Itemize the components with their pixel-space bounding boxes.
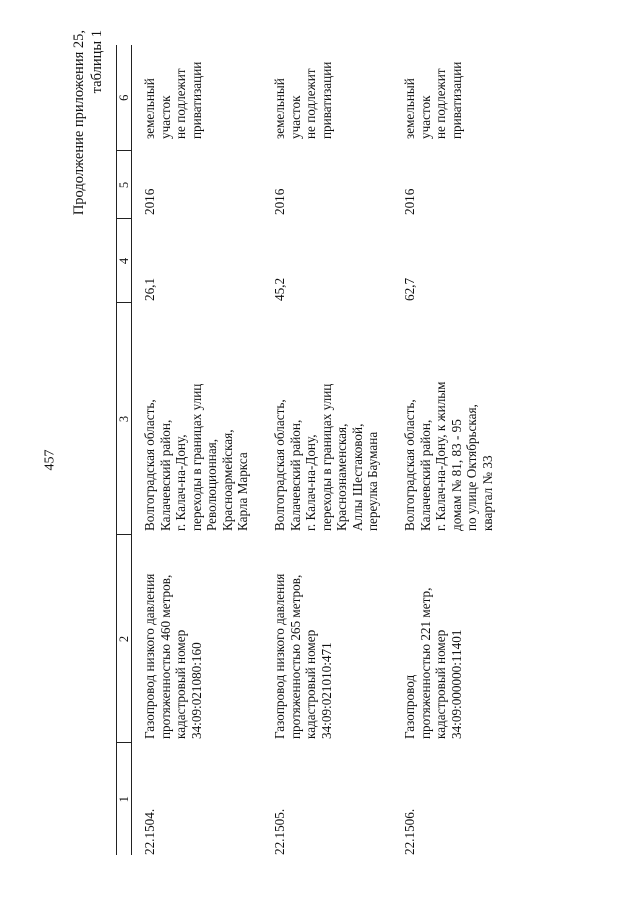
column-number: 2 <box>117 535 132 743</box>
object-line: Газопровод низкого давления <box>142 573 157 739</box>
object-line: кадастровый номер <box>303 629 318 739</box>
table-caption <box>70 30 106 265</box>
column-number: 3 <box>117 303 132 535</box>
address-cell <box>392 303 532 535</box>
address-line: Волгоградская область, <box>402 399 417 531</box>
address-line: Волгоградская область, <box>142 399 157 531</box>
note-line: приватизации <box>448 61 464 139</box>
column-number-row <box>117 45 132 855</box>
column-number: 4 <box>117 219 132 303</box>
address-cell <box>262 303 392 535</box>
table-row <box>132 45 263 855</box>
address-line: переходы в границах улиц <box>188 383 204 531</box>
object-line: 34:09:021080:160 <box>188 642 204 739</box>
row-number: 22.1506. <box>402 808 417 855</box>
note-line: не подлежит <box>433 68 448 139</box>
note-line: земельный участок <box>402 78 433 139</box>
address-line: Краснознаменская, <box>334 423 349 531</box>
note-line: не подлежит <box>173 68 188 139</box>
object-line: Газопровод низкого давления <box>272 573 287 739</box>
note-line: приватизации <box>188 61 204 139</box>
object-line: кадастровый номер <box>433 629 448 739</box>
address-line: Революционная, <box>204 438 219 531</box>
object-cell <box>392 535 532 743</box>
column-number: 1 <box>117 743 132 855</box>
row-number: 22.1505. <box>272 808 287 855</box>
note-line: земельный участок <box>142 78 173 139</box>
address-line: Калачевский район, <box>287 419 303 531</box>
column-number: 5 <box>117 151 132 219</box>
note-line: не подлежит <box>303 68 318 139</box>
address-line: Карла Маркса <box>235 452 250 531</box>
table-row <box>262 45 392 855</box>
object-line: протяженностью 265 метров, <box>287 574 303 739</box>
note-cell <box>132 45 263 151</box>
object-cell <box>132 535 263 743</box>
year-cell: 2016 <box>272 188 287 215</box>
object-line: Газопровод <box>402 674 417 739</box>
register-table <box>116 45 532 855</box>
value-cell: 62,7 <box>402 277 417 301</box>
note-cell <box>392 45 532 151</box>
table-row <box>392 45 532 855</box>
address-line: Волгоградская область, <box>272 399 287 531</box>
address-line: г. Калач-на-Дону, <box>303 434 318 531</box>
address-line: Красноармейская, <box>219 429 235 531</box>
note-line: земельный участок <box>272 78 303 139</box>
address-line: переходы в границах улиц <box>318 383 334 531</box>
address-line: домам № 81, 83 - 95 <box>448 419 464 531</box>
address-line: г. Калач-на-Дону, <box>173 434 188 531</box>
address-line: Калачевский район, <box>157 419 173 531</box>
year-cell: 2016 <box>402 188 417 215</box>
address-cell <box>132 303 263 535</box>
caption-line-2: таблицы 1 <box>89 30 105 94</box>
note-line: приватизации <box>318 61 334 139</box>
object-line: кадастровый номер <box>173 629 188 739</box>
caption-line-1: Продолжение приложения 25, <box>71 30 87 216</box>
address-line: переулка Баумана <box>365 431 380 531</box>
page-number: 457 <box>42 449 58 471</box>
object-line: 34:09:021010:471 <box>318 642 334 739</box>
row-number: 22.1504. <box>142 808 157 855</box>
address-line: г. Калач-на-Дону, к жилым <box>433 381 448 531</box>
object-line: протяженностью 460 метров, <box>157 574 173 739</box>
year-cell: 2016 <box>142 188 157 215</box>
address-line: квартал № 33 <box>479 455 495 531</box>
object-line: 34:09:000000:11401 <box>448 629 464 739</box>
address-line: по улице Октябрьская, <box>464 404 479 531</box>
object-line: протяженностью 221 метр, <box>417 587 433 739</box>
object-cell <box>262 535 392 743</box>
address-line: Калачевский район, <box>417 419 433 531</box>
value-cell: 45,2 <box>272 277 287 301</box>
note-cell <box>262 45 392 151</box>
value-cell: 26,1 <box>142 277 157 301</box>
column-number: 6 <box>117 45 132 151</box>
address-line: Аллы Шестаковой, <box>349 423 365 531</box>
